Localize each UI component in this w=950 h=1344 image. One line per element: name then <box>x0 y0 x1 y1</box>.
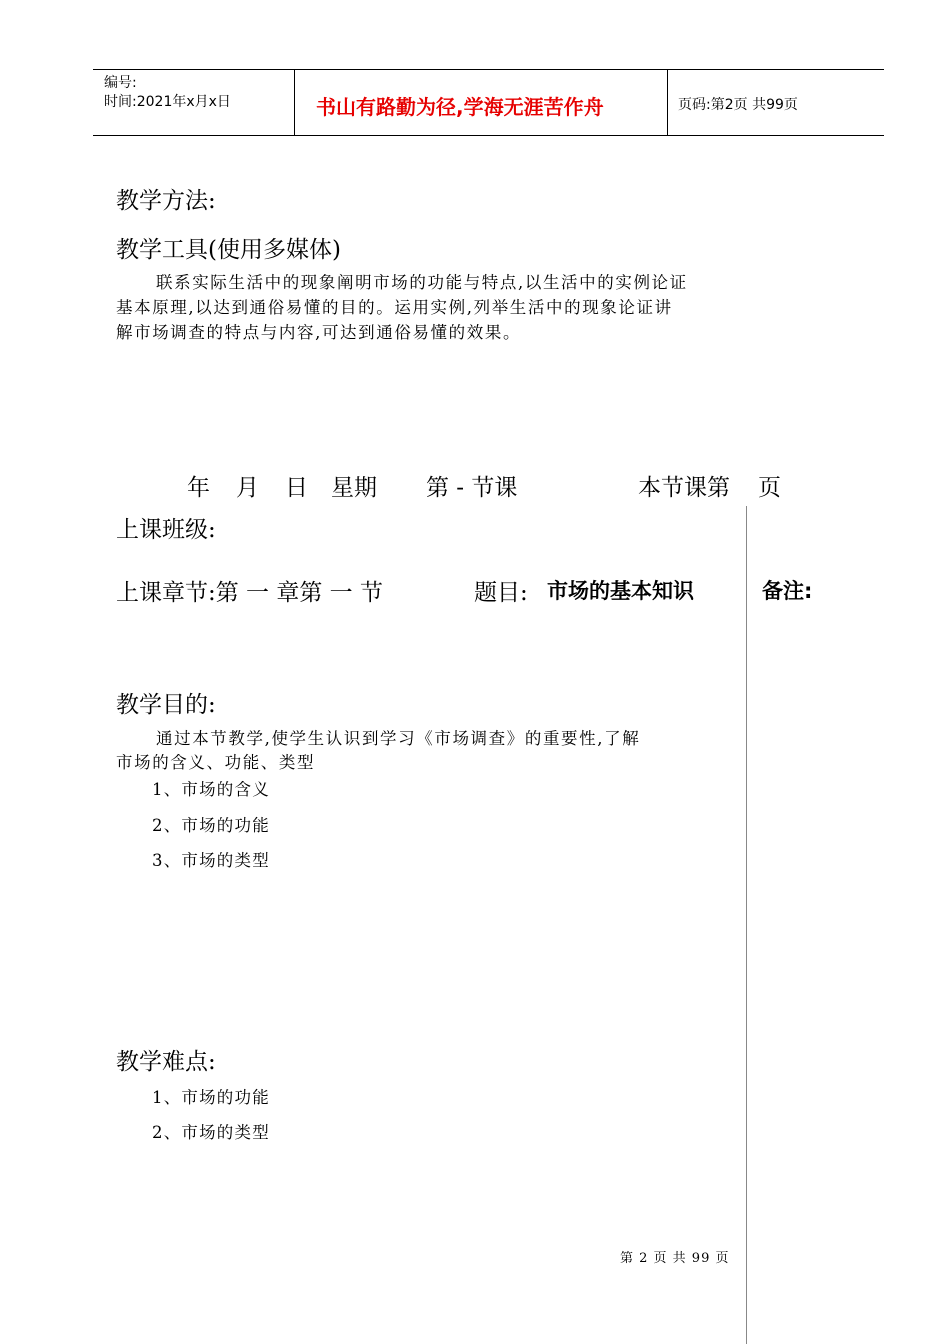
time-label: 时间:2021年x月x日 <box>104 94 231 110</box>
objective-item-3: 3、市场的类型 <box>152 851 270 870</box>
objectives-line-1: 通过本节教学,使学生认识到学习《市场调查》的重要性,了解 <box>156 729 641 748</box>
header-divider-right <box>667 69 668 135</box>
date-page-unit: 页 <box>758 475 781 501</box>
topic-value: 市场的基本知识 <box>547 579 694 603</box>
teaching-tools-heading: 教学工具(使用多媒体) <box>116 237 341 263</box>
chapter-label: 上课章节:第 一 章第 一 节 <box>116 580 383 606</box>
teaching-method-heading: 教学方法: <box>116 188 216 214</box>
header-bottom-border <box>93 135 884 136</box>
topic-label: 题目: <box>474 580 528 606</box>
header-motto: 书山有路勤为径,学海无涯苦作舟 <box>316 95 604 119</box>
teaching-tools-line-1: 联系实际生活中的现象阐明市场的功能与特点,以生活中的实例论证 <box>156 273 688 292</box>
date-lesson-no: 第 - 节课 <box>426 475 518 501</box>
page-info: 页码:第2页 共99页 <box>678 97 798 113</box>
remarks-column-divider <box>746 506 747 1344</box>
objective-item-1: 1、市场的含义 <box>152 780 270 799</box>
difficulty-item-2: 2、市场的类型 <box>152 1123 270 1142</box>
header-top-border <box>93 69 884 70</box>
date-weekday: 星期 <box>331 475 377 501</box>
teaching-tools-line-3: 解市场调查的特点与内容,可达到通俗易懂的效果。 <box>116 323 522 342</box>
remarks-label: 备注: <box>762 579 813 603</box>
date-month: 月 <box>236 475 259 501</box>
date-day: 日 <box>285 475 308 501</box>
objectives-heading: 教学目的: <box>116 692 216 718</box>
date-page-of-lesson: 本节课第 <box>638 475 730 501</box>
date-year: 年 <box>187 475 210 501</box>
objective-item-2: 2、市场的功能 <box>152 816 270 835</box>
header-divider-left <box>294 69 295 135</box>
teaching-tools-line-2: 基本原理,以达到通俗易懂的目的。运用实例,列举生活中的现象论证讲 <box>116 298 673 317</box>
difficulty-item-1: 1、市场的功能 <box>152 1088 270 1107</box>
class-label: 上课班级: <box>116 517 216 543</box>
objectives-line-2: 市场的含义、功能、类型 <box>116 753 316 772</box>
difficulties-heading: 教学难点: <box>116 1049 216 1075</box>
serial-label: 编号: <box>104 75 137 91</box>
footer-page-number: 第 2 页 共 99 页 <box>620 1251 730 1266</box>
